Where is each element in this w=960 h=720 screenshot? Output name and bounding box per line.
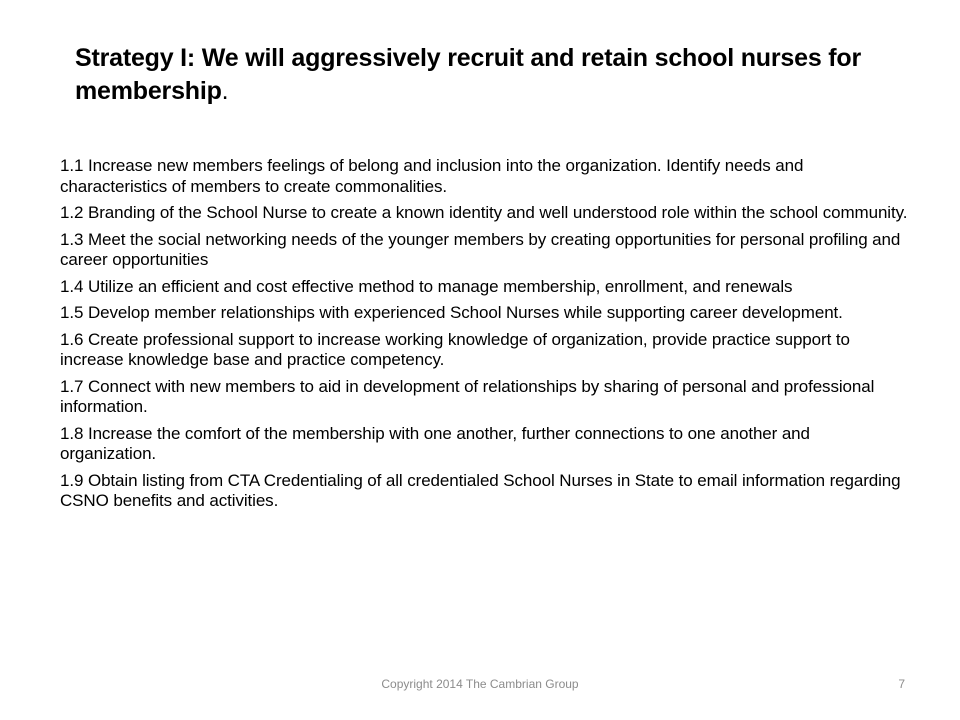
- slide-title: [75, 42, 895, 108]
- slide-number: 7: [898, 677, 905, 691]
- strategy-item: 1.2 Branding of the School Nurse to create a known identity and well understood role within the school community.: [60, 203, 908, 222]
- strategy-item: 1.5 Develop member relationships with experienced School Nurses while supporting career development.: [60, 303, 843, 322]
- strategy-item: 1.1 Increase new members feelings of belong and inclusion into the organization. Identify needs and characteristics of members to create commonalities.: [60, 156, 804, 196]
- strategy-item: 1.8 Increase the comfort of the membership with one another, further connections to one another and organization.: [60, 423, 810, 463]
- strategy-item: 1.6 Create professional support to increase working knowledge of organization, provide practice support to increase knowledge base and practice competency.: [60, 329, 850, 369]
- slide-footer: [0, 676, 960, 696]
- strategy-item-list: [60, 156, 910, 518]
- strategy-item: 1.7 Connect with new members to aid in development of relationships by sharing of personal and professional information.: [60, 376, 875, 416]
- strategy-item: 1.4 Utilize an efficient and cost effective method to manage membership, enrollment, and renewals: [60, 276, 793, 296]
- slide-title-text: Strategy I: We will aggressively recruit and retain school nurses for membership: [75, 44, 861, 105]
- copyright-notice: Copyright 2014 The Cambrian Group: [381, 677, 579, 691]
- strategy-item: 1.3 Meet the social networking needs of the younger members by creating opportunities for personal profiling and career opportunities: [60, 229, 901, 269]
- strategy-item: 1.9 Obtain listing from CTA Credentialing of all credentialed School Nurses in State to email information regarding CSNO benefits and activities.: [60, 470, 901, 510]
- slide-title-period: .: [221, 77, 229, 105]
